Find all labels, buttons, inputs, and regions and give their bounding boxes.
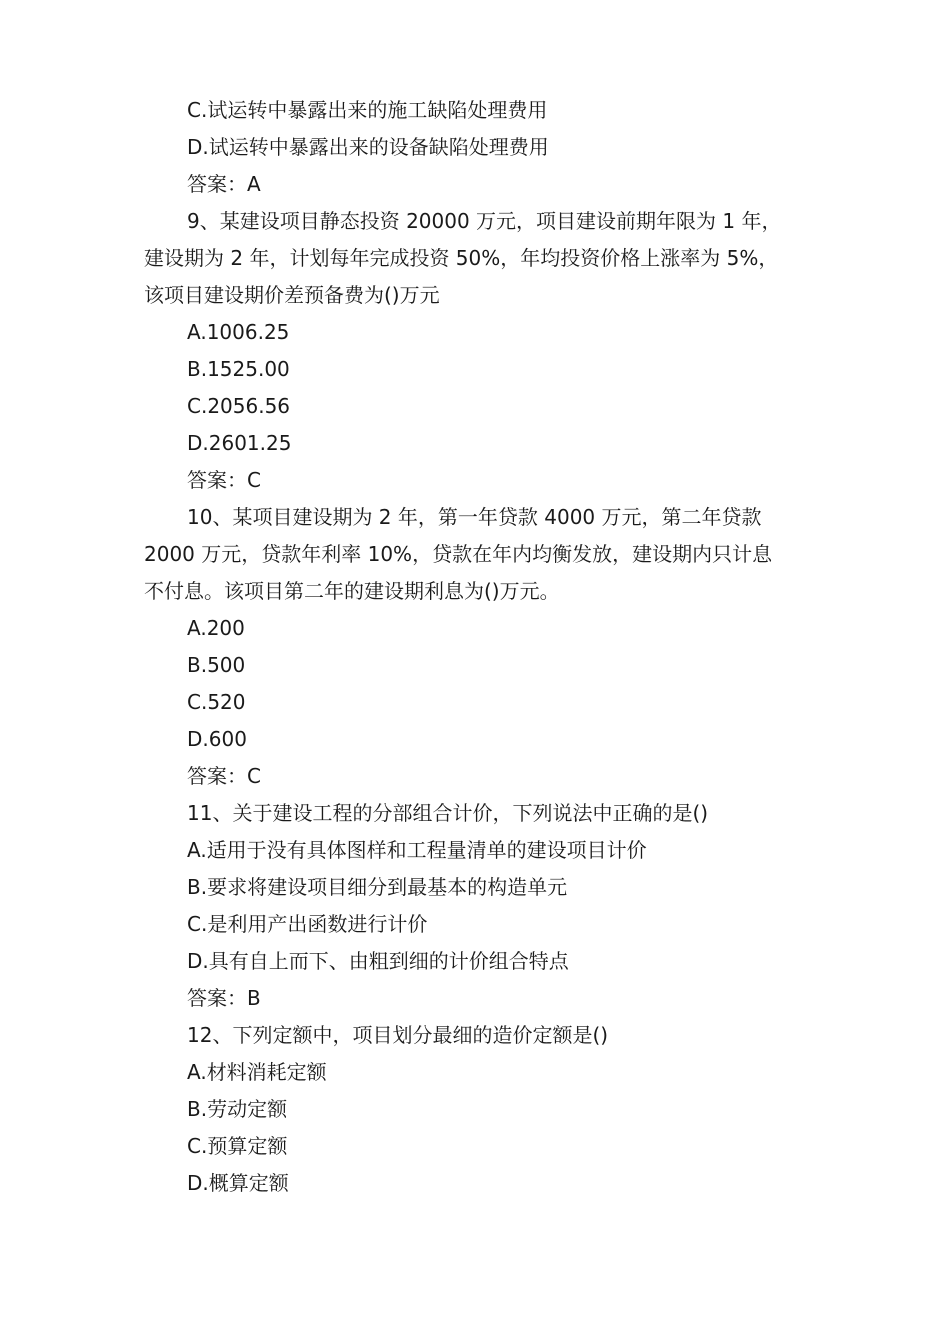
- option-b-q10: B.500: [187, 653, 246, 677]
- option-c-q8: C.试运转中暴露出来的施工缺陷处理费用: [187, 98, 548, 122]
- option-d-q10: D.600: [187, 727, 247, 751]
- option-a-q12: A.材料消耗定额: [187, 1060, 327, 1084]
- question-10-stem-cont: 不付息。该项目第二年的建设期利息为()万元。: [144, 579, 560, 603]
- answer-q11: 答案：B: [187, 986, 261, 1010]
- question-10-stem: 10、某项目建设期为 2 年，第一年贷款 4000 万元，第二年贷款: [187, 505, 762, 529]
- option-c-q10: C.520: [187, 690, 246, 714]
- question-9-stem: 9、某建设项目静态投资 20000 万元，项目建设前期年限为 1 年，: [187, 209, 782, 233]
- question-12-stem: 12、下列定额中，项目划分最细的造价定额是(): [187, 1023, 609, 1047]
- option-b-q9: B.1525.00: [187, 357, 290, 381]
- option-d-q9: D.2601.25: [187, 431, 292, 455]
- answer-q9: 答案：C: [187, 468, 261, 492]
- document-body: [0, 92, 950, 1202]
- option-c-q11: C.是利用产出函数进行计价: [187, 912, 428, 936]
- option-d-q12: D.概算定额: [187, 1171, 289, 1195]
- option-a-q9: A.1006.25: [187, 320, 290, 344]
- question-9-stem-cont: 该项目建设期价差预备费为()万元: [144, 283, 440, 307]
- answer-q8: 答案：A: [187, 172, 261, 196]
- option-d-q11: D.具有自上而下、由粗到细的计价组合特点: [187, 949, 569, 973]
- option-c-q12: C.预算定额: [187, 1134, 288, 1158]
- option-b-q12: B.劳动定额: [187, 1097, 288, 1121]
- option-c-q9: C.2056.56: [187, 394, 291, 418]
- option-b-q11: B.要求将建设项目细分到最基本的构造单元: [187, 875, 568, 899]
- answer-q10: 答案：C: [187, 764, 261, 788]
- question-11-stem: 11、关于建设工程的分部组合计价，下列说法中正确的是(): [187, 801, 709, 825]
- option-d-q8: D.试运转中暴露出来的设备缺陷处理费用: [187, 135, 549, 159]
- option-a-q10: A.200: [187, 616, 245, 640]
- question-10-stem-cont: 2000 万元，贷款年利率 10%，贷款在年内均衡发放，建设期内只计息: [144, 542, 773, 566]
- option-a-q11: A.适用于没有具体图样和工程量清单的建设项目计价: [187, 838, 647, 862]
- question-9-stem-cont: 建设期为 2 年，计划每年完成投资 50%，年均投资价格上涨率为 5%，: [144, 246, 779, 270]
